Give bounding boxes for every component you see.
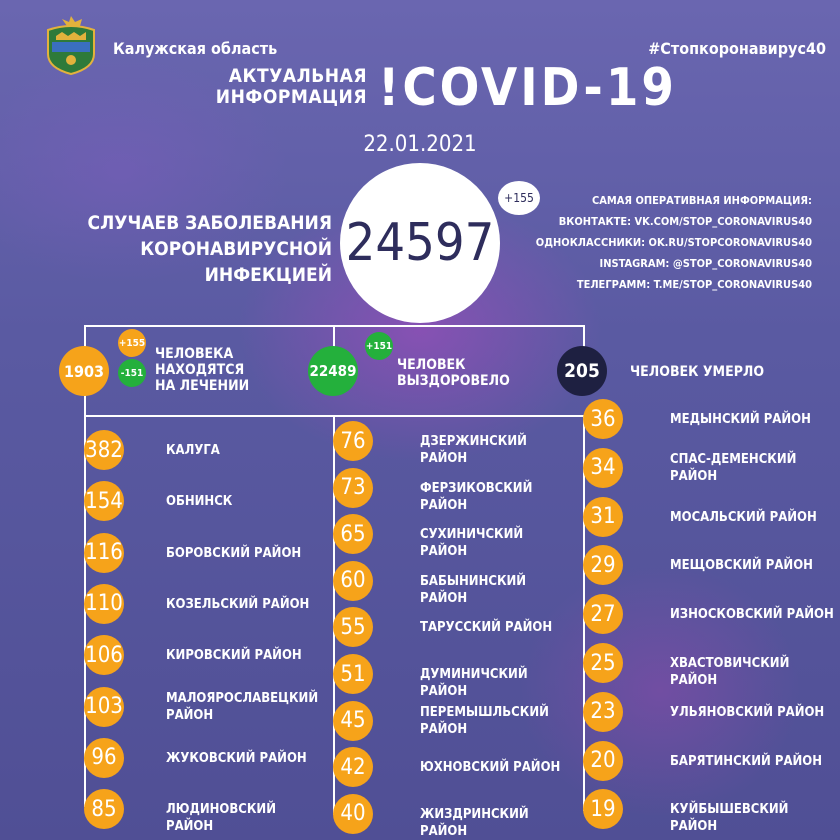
district-name-right-4 <box>670 606 835 623</box>
recovered-label-1: ЧЕЛОВЕК <box>397 357 466 373</box>
district-name-middle-6 <box>420 704 570 738</box>
district-count-middle-2: 65 <box>333 514 373 554</box>
district-count-right-0: 36 <box>583 399 623 439</box>
district-name-left-2 <box>166 545 316 562</box>
district-name-left-0 <box>166 442 316 459</box>
district-name-left-1 <box>166 493 316 510</box>
connector-second-horizontal <box>84 415 616 417</box>
column-middle-line <box>333 415 335 815</box>
region-crest-icon <box>42 14 100 76</box>
district-name-right-5 <box>670 655 835 689</box>
actual-line-1: АКТУАЛЬНАЯ <box>228 65 367 87</box>
district-name-line-1: КУЙБЫШЕВСКИЙ РАЙОН <box>670 802 789 835</box>
district-count-middle-5: 51 <box>333 654 373 694</box>
district-name-left-6 <box>166 750 316 767</box>
district-name-line-1: БОРОВСКИЙ РАЙОН <box>166 545 302 561</box>
district-name-left-4 <box>166 647 316 664</box>
district-name-line-1: СУХИНИЧСКИЙ РАЙОН <box>420 527 524 560</box>
district-name-right-7 <box>670 753 835 770</box>
district-name-line-1: ХВАСТОВИЧСКИЙ РАЙОН <box>670 656 790 688</box>
district-count-left-7: 85 <box>84 789 124 829</box>
district-name-middle-7 <box>420 759 570 776</box>
district-count-left-6: 96 <box>84 738 124 778</box>
district-name-right-3 <box>670 557 835 574</box>
district-name-right-1 <box>670 451 835 485</box>
treatment-minus-badge: -151 <box>118 359 146 387</box>
district-name-middle-4 <box>420 619 570 636</box>
region-name: Калужская область <box>113 39 278 58</box>
treatment-label <box>155 346 249 394</box>
district-count-right-7: 20 <box>583 741 623 781</box>
district-count-right-6: 23 <box>583 692 623 732</box>
district-name-middle-2 <box>420 526 570 560</box>
treatment-plus-badge: +155 <box>118 329 146 357</box>
actual-info-title <box>215 66 367 108</box>
info-line-vk: ВКОНТАКТЕ: VK.COM/STOP_CORONAVIRUS40 <box>558 215 812 228</box>
total-cases-delta: +155 <box>498 181 540 215</box>
district-name-line-2: РАЙОН <box>670 468 718 484</box>
info-line-ok: ОДНОКЛАССНИКИ: OK.RU/STOPCORONAVIRUS40 <box>535 236 812 249</box>
report-date: 22.01.2021 <box>363 132 477 157</box>
recovered-plus-badge: +151 <box>365 332 393 360</box>
treatment-label-3: НА ЛЕЧЕНИИ <box>155 378 250 394</box>
info-line-telegram: ТЕЛЕГРАММ: T.ME/STOP_CORONAVIRUS40 <box>576 278 812 291</box>
district-name-middle-3 <box>420 573 570 607</box>
district-count-middle-7: 42 <box>333 747 373 787</box>
district-count-middle-6: 45 <box>333 701 373 741</box>
district-name-right-8 <box>670 801 835 835</box>
district-count-left-5: 103 <box>84 687 124 727</box>
district-name-right-2 <box>670 509 835 526</box>
district-count-right-5: 25 <box>583 643 623 683</box>
district-name-line-1: ЮХНОВСКИЙ РАЙОН <box>420 760 561 776</box>
district-count-right-4: 27 <box>583 594 623 634</box>
district-count-middle-3: 60 <box>333 561 373 601</box>
district-name-right-0 <box>670 411 835 428</box>
died-circle: 205 <box>557 346 607 396</box>
district-name-line-1: ЖУКОВСКИЙ РАЙОН <box>166 750 307 766</box>
district-count-left-1: 154 <box>84 481 124 521</box>
district-name-line-1: МЕЩОВСКИЙ РАЙОН <box>670 558 813 574</box>
district-count-middle-4: 55 <box>333 607 373 647</box>
district-name-line-1: ДЗЕРЖИНСКИЙ РАЙОН <box>420 434 527 466</box>
district-count-right-8: 19 <box>583 789 623 829</box>
died-label: ЧЕЛОВЕК УМЕРЛО <box>630 364 765 380</box>
district-name-line-1: МОСАЛЬСКИЙ РАЙОН <box>670 509 817 525</box>
district-name-line-1: МАЛОЯРОСЛАВЕЦКИЙ <box>166 690 319 706</box>
district-name-left-5 <box>166 690 319 724</box>
district-name-line-1: ТАРУССКИЙ РАЙОН <box>420 620 553 636</box>
district-name-line-1: ОБНИНСК <box>166 494 233 510</box>
district-count-middle-0: 76 <box>333 421 373 461</box>
recovered-label-2: ВЫЗДОРОВЕЛО <box>397 373 510 389</box>
district-name-line-1: КОЗЕЛЬСКИЙ РАЙОН <box>166 596 310 612</box>
info-title: САМАЯ ОПЕРАТИВНАЯ ИНФОРМАЦИЯ: <box>591 194 812 207</box>
district-count-right-1: 34 <box>583 448 623 488</box>
district-name-left-3 <box>166 596 316 613</box>
covid-title: !COVID-19 <box>378 58 677 118</box>
district-count-left-3: 110 <box>84 584 124 624</box>
district-count-left-4: 106 <box>84 635 124 675</box>
treatment-circle: 1903 <box>59 346 109 396</box>
recovered-label <box>397 357 510 389</box>
district-name-line-1: ДУМИНИЧСКИЙ РАЙОН <box>420 667 528 699</box>
district-name-line-1: БАРЯТИНСКИЙ РАЙОН <box>670 753 823 769</box>
district-name-line-1: КИРОВСКИЙ РАЙОН <box>166 648 302 664</box>
district-name-middle-5 <box>420 666 570 700</box>
district-name-line-1: СПАС-ДЕМЕНСКИЙ <box>670 451 797 467</box>
cases-label-line-1: СЛУЧАЕВ ЗАБОЛЕВАНИЯ <box>87 212 332 234</box>
district-name-line-1: БАБЫНИНСКИЙ РАЙОН <box>420 573 527 606</box>
district-count-right-3: 29 <box>583 545 623 585</box>
district-name-line-1: ФЕРЗИКОВСКИЙ РАЙОН <box>420 480 533 513</box>
district-name-line-1: ПЕРЕМЫШЛЬСКИЙ <box>420 704 549 720</box>
district-count-left-2: 116 <box>84 533 124 573</box>
district-name-line-2: РАЙОН <box>166 707 214 723</box>
district-name-middle-1 <box>420 480 570 514</box>
district-count-right-2: 31 <box>583 497 623 537</box>
district-name-line-2: РАЙОН <box>420 721 468 737</box>
cases-label <box>20 210 332 288</box>
district-name-line-1: КАЛУГА <box>166 443 220 458</box>
hashtag: #Стопкоронавирус40 <box>648 39 826 58</box>
district-count-middle-8: 40 <box>333 794 373 834</box>
district-name-line-1: ЛЮДИНОВСКИЙ РАЙОН <box>166 802 277 835</box>
actual-line-2: ИНФОРМАЦИЯ <box>215 86 367 108</box>
district-name-middle-8 <box>420 806 570 840</box>
district-name-line-1: ЖИЗДРИНСКИЙ РАЙОН <box>420 806 529 839</box>
district-name-line-1: МЕДЫНСКИЙ РАЙОН <box>670 412 811 427</box>
district-name-middle-0 <box>420 433 570 467</box>
info-line-instagram: INSTAGRAM: @STOP_CORONAVIRUS40 <box>599 257 812 270</box>
total-cases-circle: 24597 <box>340 163 500 323</box>
district-count-left-0: 382 <box>84 430 124 470</box>
district-name-right-6 <box>670 704 835 721</box>
info-block <box>536 190 812 295</box>
treatment-label-2: НАХОДЯТСЯ <box>155 362 245 378</box>
district-name-left-7 <box>166 801 316 835</box>
district-name-line-1: ИЗНОСКОВСКИЙ РАЙОН <box>670 607 834 623</box>
district-name-line-1: УЛЬЯНОВСКИЙ РАЙОН <box>670 704 825 720</box>
district-count-middle-1: 73 <box>333 468 373 508</box>
treatment-label-1: ЧЕЛОВЕКА <box>155 346 234 362</box>
cases-label-line-2: КОРОНАВИРУСНОЙ ИНФЕКЦИЕЙ <box>140 238 332 286</box>
recovered-circle: 22489 <box>308 346 358 396</box>
